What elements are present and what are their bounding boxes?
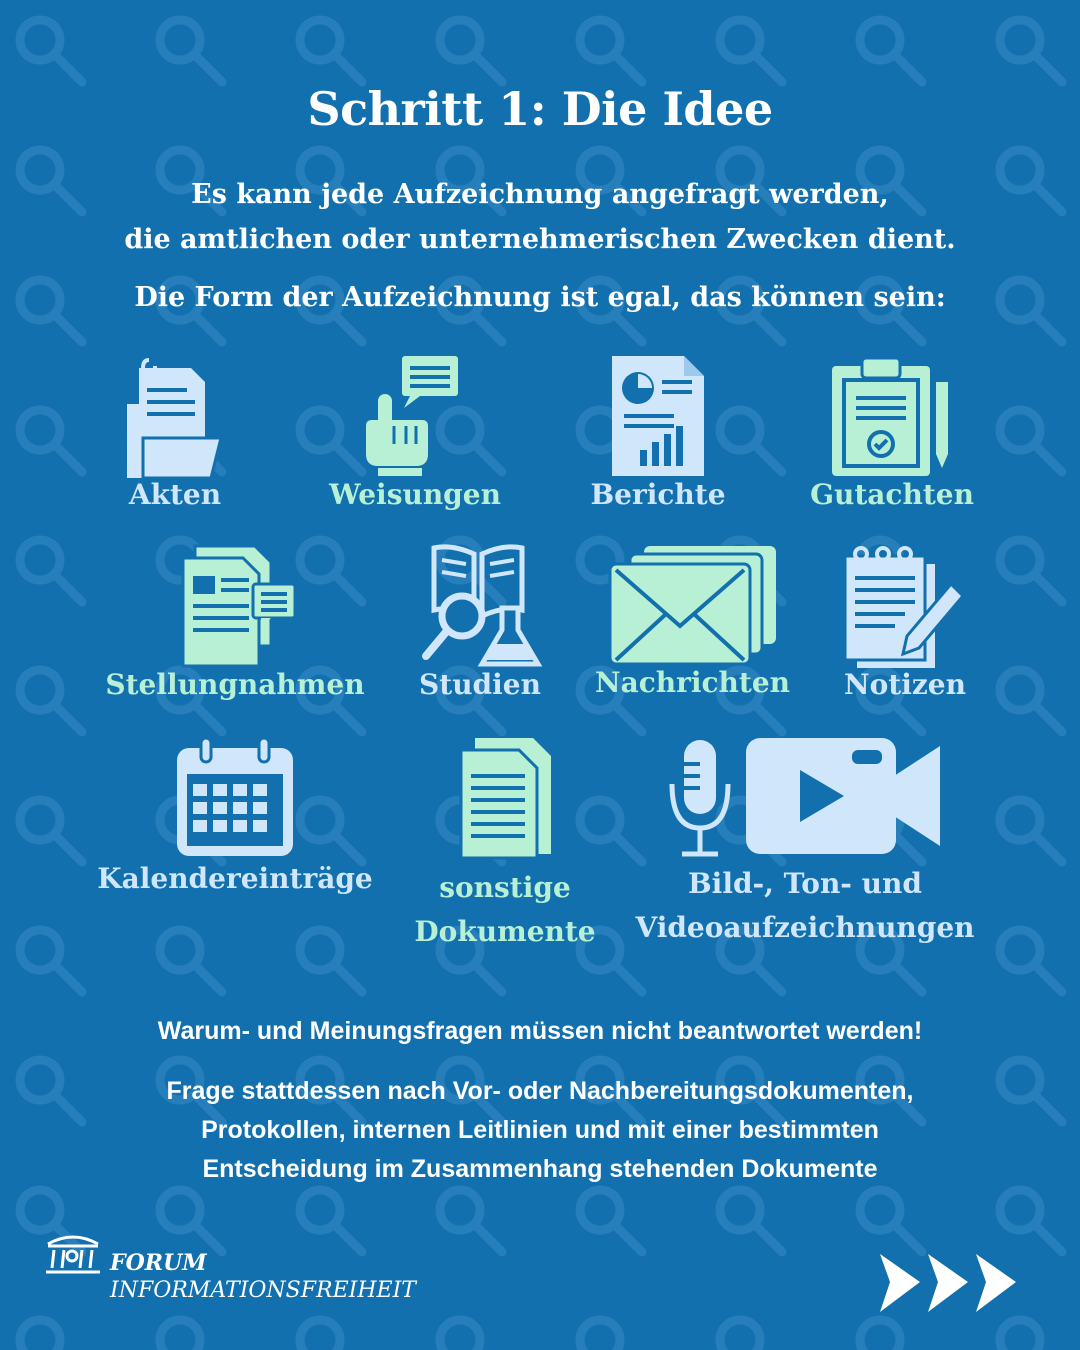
label-gutachten: Gutachten (810, 478, 974, 511)
label-dokumente-line-2: Dokumente (414, 915, 596, 948)
label-medien (630, 862, 980, 950)
label-dokumente-line-1: sonstige (439, 871, 571, 904)
item-medien (630, 736, 980, 950)
note-warum-fragen: Warum- und Meinungsfragen müssen nicht beantwortet werden! (157, 1017, 923, 1045)
item-nachrichten (590, 544, 795, 699)
label-medien-line-1: Bild-, Ton- und (688, 867, 922, 900)
label-nachrichten: Nachrichten (594, 666, 791, 699)
report-chart-icon (610, 354, 706, 478)
label-weisungen: Weisungen (329, 478, 501, 511)
note-line-4: Entscheidung im Zusammenhang stehenden Dokumente (202, 1155, 878, 1183)
item-berichte (578, 354, 738, 511)
notepad-pencil-icon (843, 544, 967, 668)
envelope-stack-icon (608, 544, 778, 668)
label-medien-line-2: Videoaufzeichnungen (635, 911, 975, 944)
item-gutachten (802, 354, 982, 511)
intro-line-1: Es kann jede Aufzeichnung angefragt werden, (191, 179, 889, 210)
documents-icon (455, 736, 555, 860)
microphone-video-icon (668, 736, 942, 860)
item-kalender (95, 736, 375, 895)
item-dokumente (405, 736, 605, 954)
item-akten (110, 356, 240, 511)
note-line-3: Protokollen, internen Leitlinien und mit einer bestimmten (201, 1116, 879, 1144)
brand-line-2: INFORMATIONSFREIHEIT (110, 1278, 416, 1303)
document-comment-icon (173, 544, 297, 668)
calendar-icon (173, 736, 297, 858)
item-stellungnahmen (100, 544, 370, 701)
label-dokumente (405, 866, 605, 954)
note-line-2: Frage stattdessen nach Vor- oder Nachbereitungsdokumenten, (166, 1077, 914, 1105)
label-berichte: Berichte (590, 478, 726, 511)
next-arrows-icon[interactable] (876, 1250, 1026, 1316)
label-stellungnahmen: Stellungnahmen (105, 668, 365, 701)
label-studien: Studien (419, 668, 541, 701)
folder-documents-icon (125, 356, 225, 478)
forum-logo-icon (44, 1232, 102, 1276)
label-kalender: Kalendereinträge (97, 862, 373, 895)
item-weisungen (320, 354, 510, 511)
book-magnifier-flask-icon (418, 544, 542, 668)
item-studien (400, 544, 560, 701)
brand-line-1: FORUM (110, 1250, 207, 1276)
page-title: Schritt 1: Die Idee (307, 82, 773, 136)
intro-line-3: Die Form der Aufzeichnung ist egal, das können sein: (134, 282, 946, 313)
label-notizen: Notizen (844, 668, 966, 701)
note-stattdessen (0, 1072, 1080, 1189)
label-akten: Akten (128, 478, 222, 511)
intro-text (0, 172, 1080, 262)
pointing-hand-chat-icon (360, 354, 470, 478)
intro-line-2: die amtlichen oder unternehmerischen Zwecken dient. (124, 224, 956, 255)
clipboard-check-icon (830, 354, 954, 478)
item-notizen (830, 544, 980, 701)
